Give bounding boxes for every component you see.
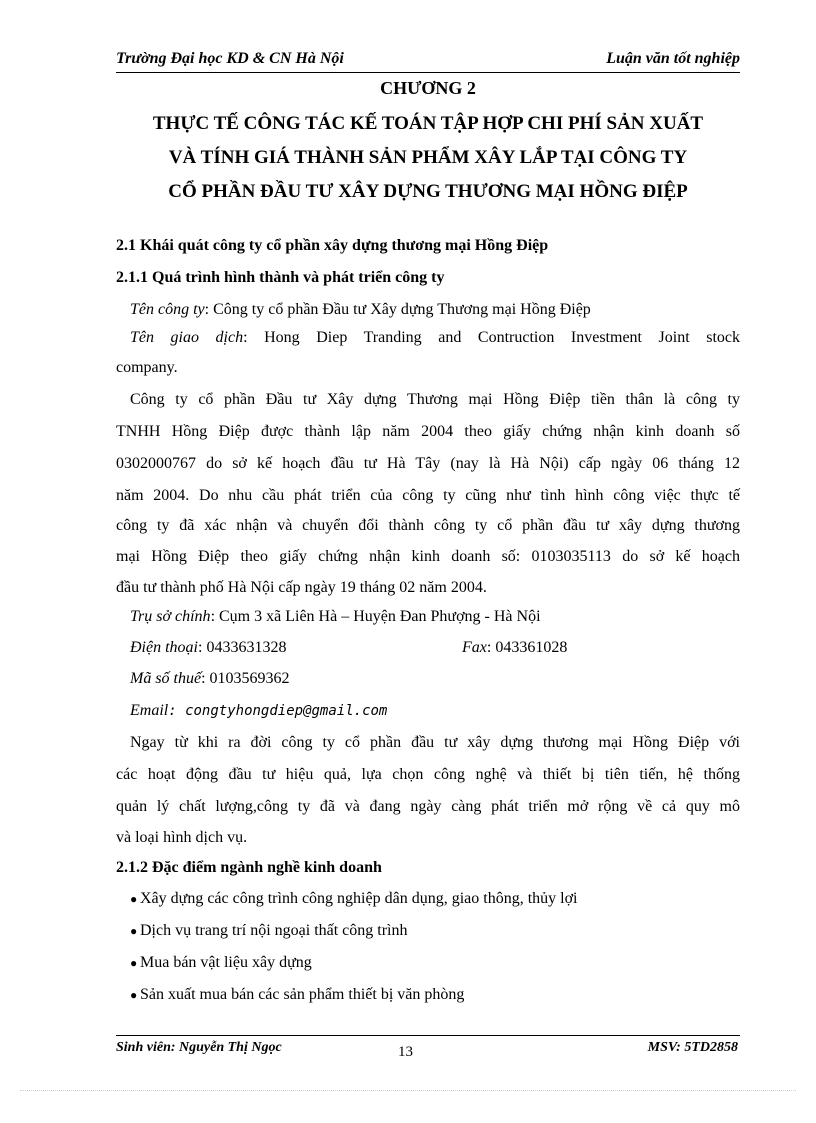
page-number: 13 [398, 1044, 413, 1060]
tax-code-label: Mã số thuế [130, 670, 202, 687]
footer-divider [116, 1035, 740, 1036]
footer-student-id: MSV: 5TD2858 [647, 1040, 738, 1055]
section-2-1-heading: 2.1 Khái quát công ty cổ phần xây dựng thương mại Hồng Điệp [116, 237, 549, 254]
section-2-1-1-heading: 2.1.1 Quá trình hình thành và phát triển công ty [116, 269, 445, 286]
history-line-4: năm 2004. Do nhu cầu phát triển của công ty cũng như tình hình công việc thực tế [116, 487, 740, 504]
bullet-icon: ● [130, 892, 138, 906]
growth-line-3: quản lý chất lượng,công ty đã và đang ngày càng phát triển mở rộng về cả quy mô [116, 798, 740, 815]
page-header [116, 46, 740, 72]
growth-line-2: các hoạt động đầu tư hiệu quả, lựa chọn công nghệ và thiết bị tiên tiến, hệ thống [116, 766, 740, 783]
fax-field [462, 632, 567, 664]
trade-name-label: Tên giao dịch [130, 329, 244, 346]
trade-name-row [116, 322, 740, 354]
headquarters-label: Trụ sở chính [130, 608, 211, 625]
chapter-title-line-3: CỔ PHẦN ĐẦU TƯ XÂY DỰNG THƯƠNG MẠI HỒNG ĐIỆP [168, 181, 688, 202]
email-label: Email [130, 702, 169, 719]
header-divider [116, 72, 740, 73]
list-item: ● Xây dựng các công trình công nghiệp dân dụng, giao thông, thủy lợi [130, 883, 578, 915]
history-line-2: TNHH Hồng Điệp được thành lập năm 2004 theo giấy chứng nhận kinh doanh số [116, 423, 740, 440]
history-line-7: đầu tư thành phố Hà Nội cấp ngày 19 tháng 02 năm 2004. [116, 579, 487, 596]
email-value: : congtyhongdiep@gmail.com [168, 703, 388, 719]
email-row [116, 695, 740, 727]
history-line-5: công ty đã xác nhận và chuyển đổi thành công ty cổ phần đầu tư xây dựng thương [116, 517, 740, 534]
footer-student-name: Sinh viên: Nguyễn Thị Ngọc [116, 1040, 282, 1055]
tax-code-row [116, 663, 740, 695]
phone-fax-row [116, 632, 740, 664]
header-university: Trường Đại học KD & CN Hà Nội [116, 50, 344, 67]
trade-name-value: : Hong Diep Tranding and Contruction Investment Joint stock [243, 329, 740, 346]
trade-name-continuation: company. [116, 359, 178, 376]
fax-label: Fax [462, 639, 487, 656]
bullet-icon: ● [130, 956, 138, 970]
history-line-1: Công ty cổ phần Đầu tư Xây dựng Thương mại Hồng Điệp tiền thân là công ty [130, 391, 740, 408]
chapter-title-line-2: VÀ TÍNH GIÁ THÀNH SẢN PHẨM XÂY LẮP TẠI CÔNG TY [168, 147, 688, 168]
headquarters-value: : Cụm 3 xã Liên Hà – Huyện Đan Phượng - Hà Nội [210, 608, 541, 625]
history-line-3: 0302000767 do sở kế hoạch đầu tư Hà Tây (nay là Hà Nội) cấp ngày 06 tháng 12 [116, 455, 740, 472]
history-line-6: mại Hồng Điệp theo giấy chứng nhận kinh doanh số: 0103035113 do sở kế hoạch [116, 548, 740, 565]
headquarters-row [116, 601, 740, 633]
company-name-value: : Công ty cổ phần Đầu tư Xây dựng Thương mại Hồng Điệp [204, 301, 591, 318]
list-item: ● Dịch vụ trang trí nội ngoại thất công trình [130, 915, 408, 947]
bullet-icon: ● [130, 988, 138, 1002]
growth-line-1: Ngay từ khi ra đời công ty cổ phần đầu tư xây dựng thương mại Hồng Điệp với [130, 734, 740, 751]
page-edge-divider [20, 1090, 796, 1091]
phone-label: Điện thoại [130, 639, 198, 656]
growth-line-4: và loại hình dịch vụ. [116, 829, 248, 846]
company-name-label: Tên công ty [130, 301, 205, 318]
header-thesis-label: Luận văn tốt nghiệp [606, 50, 740, 67]
list-item: ● Sản xuất mua bán các sản phẩm thiết bị văn phòng [130, 979, 464, 1011]
chapter-number: CHƯƠNG 2 [380, 78, 476, 98]
section-2-1-2-heading: 2.1.2 Đặc điểm ngành nghề kinh doanh [116, 859, 382, 876]
fax-value: : 043361028 [486, 639, 568, 656]
chapter-title-line-1: THỰC TẾ CÔNG TÁC KẾ TOÁN TẬP HỢP CHI PHÍ SẢN XUẤT [152, 113, 704, 134]
tax-code-value: : 0103569362 [201, 670, 290, 687]
bullet-icon: ● [130, 924, 138, 938]
list-item: ● Mua bán vật liệu xây dựng [130, 947, 312, 979]
phone-value: : 0433631328 [198, 639, 287, 656]
